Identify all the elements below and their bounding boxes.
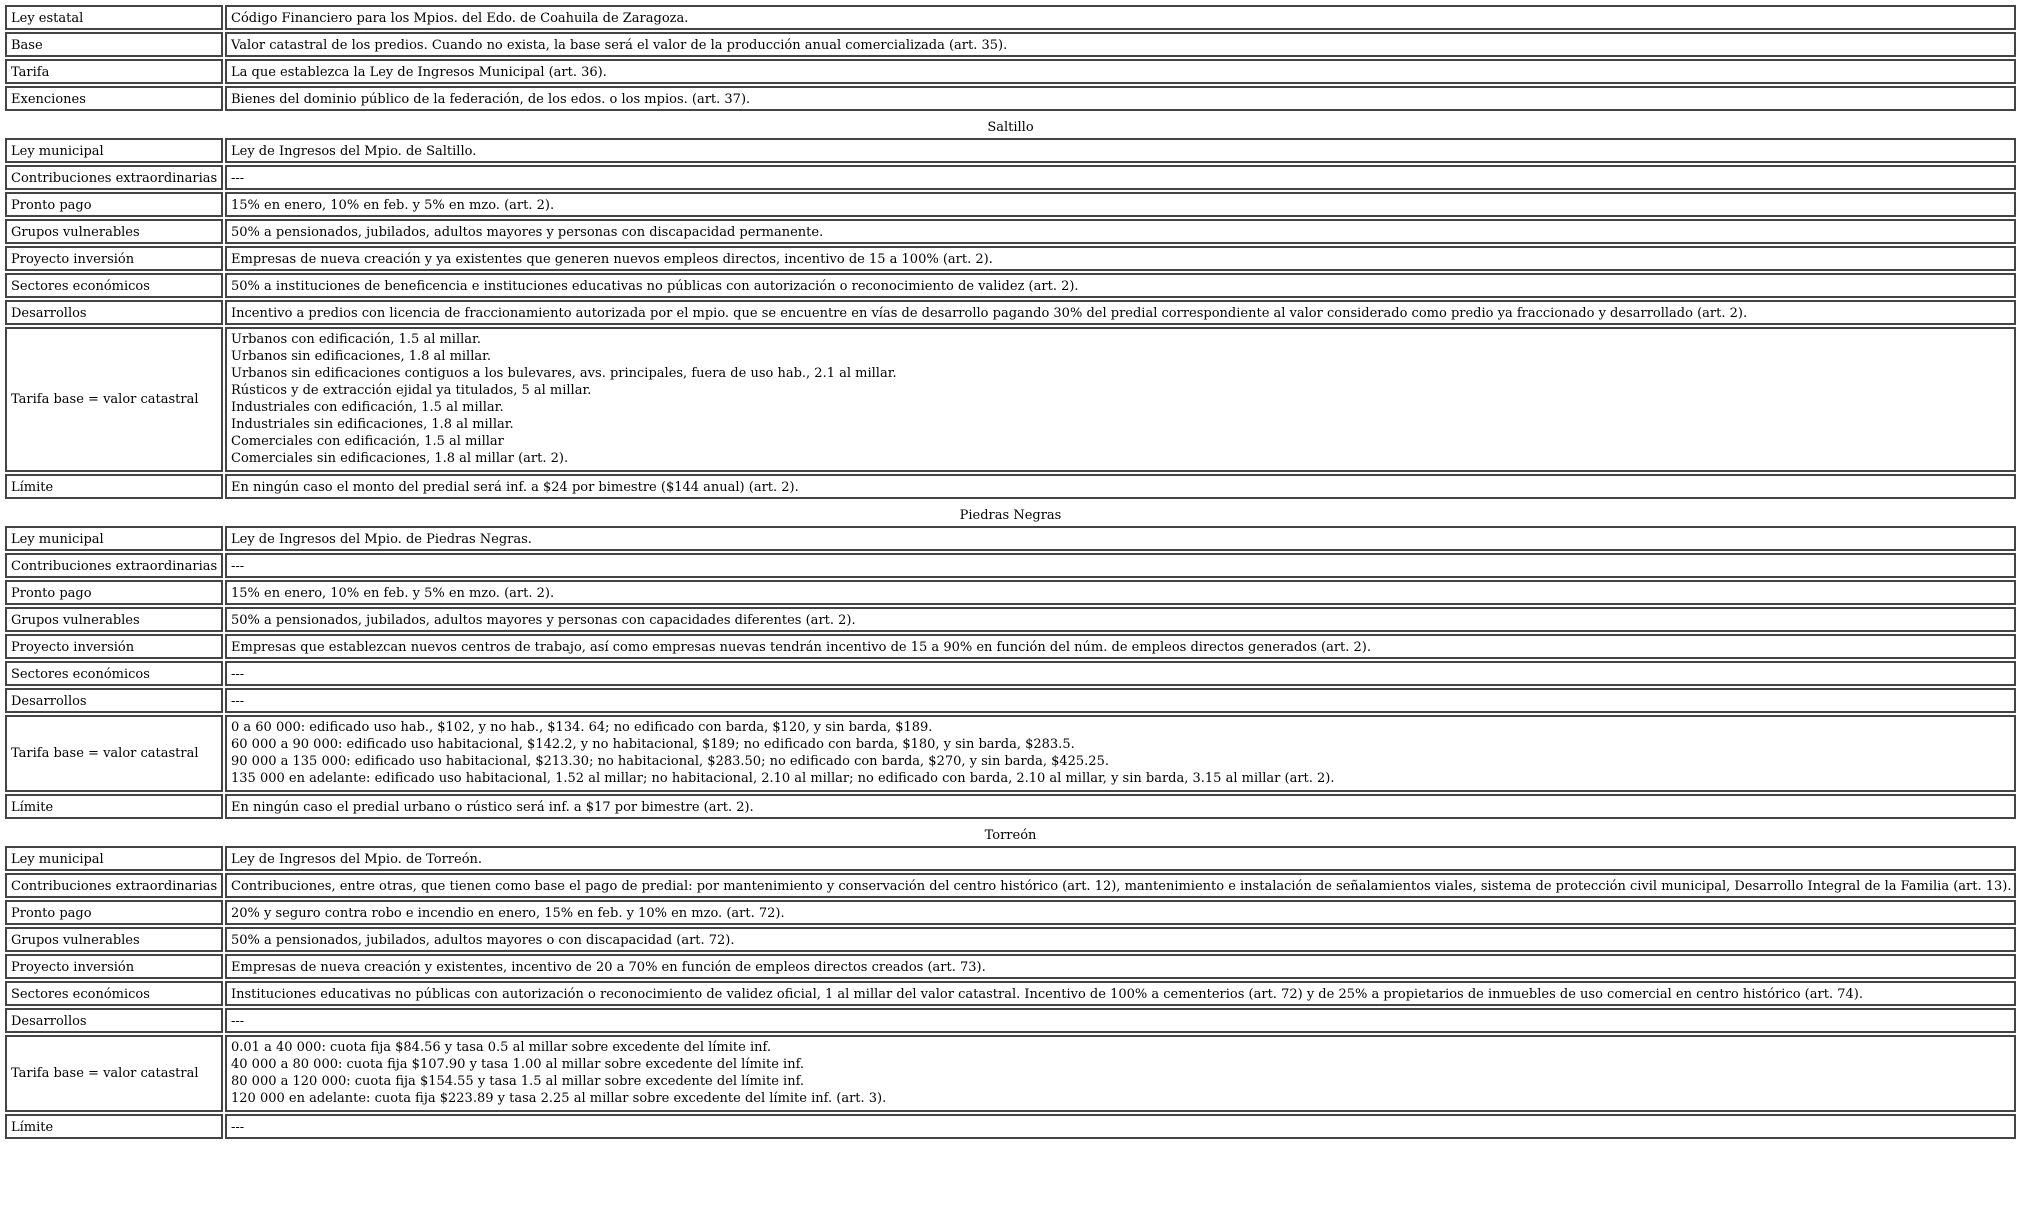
rate-line: 60 000 a 90 000: edificado uso habitacional, $142.2, y no habitacional, $189; no edificado con barda, $180, y sin barda, $283.5. xyxy=(231,737,1075,752)
row-value: --- xyxy=(225,165,2016,190)
row-value: 15% en enero, 10% en feb. y 5% en mzo. (art. 2). xyxy=(225,192,2016,217)
row-value: Empresas que establezcan nuevos centros de trabajo, así como empresas nuevas tendrán incentivo de 15 a 90% en función del núm. de empleos directos generados (art. 2). xyxy=(225,634,2016,659)
rate-line: Comerciales con edificación, 1.5 al millar xyxy=(231,434,504,449)
row-value: 50% a instituciones de beneficencia e instituciones educativas no públicas con autorización o reconocimiento de validez (art. 2). xyxy=(225,273,2016,298)
rate-line: Urbanos sin edificaciones contiguos a los bulevares, avs. principales, fuera de uso hab., 2.1 al millar. xyxy=(231,366,897,381)
rate-line: Industriales con edificación, 1.5 al millar. xyxy=(231,400,504,415)
row-value: Valor catastral de los predios. Cuando no exista, la base será el valor de la producción anual comercializada (art. 35). xyxy=(225,32,2016,57)
section-title-torreon: Torreón xyxy=(984,828,1037,843)
row-label: Base xyxy=(5,32,223,57)
row-label: Proyecto inversión xyxy=(5,954,223,979)
rate-line: 80 000 a 120 000: cuota fija $154.55 y tasa 1.5 al millar sobre excedente del límite inf. xyxy=(231,1074,805,1089)
row-value: --- xyxy=(225,688,2016,713)
row-value: Ley de Ingresos del Mpio. de Saltillo. xyxy=(225,138,2016,163)
row-value: Instituciones educativas no públicas con autorización o reconocimiento de validez oficial, 1 al millar del valor catastral. Incentivo de 100% a cementerios (art. 72) y de 25% a propietarios de inmuebles de uso comercial en centro histórico (art. 74). xyxy=(225,981,2016,1006)
row-label xyxy=(5,1035,223,1112)
row-value: 15% en enero, 10% en feb. y 5% en mzo. (art. 2). xyxy=(225,580,2016,605)
table-row xyxy=(5,32,2016,57)
row-label: Pronto pago xyxy=(5,580,223,605)
row-value: En ningún caso el predial urbano o rústico será inf. a $17 por bimestre (art. 2). xyxy=(225,794,2016,819)
row-label: Tarifa xyxy=(5,59,223,84)
row-label: Contribuciones extraordinarias xyxy=(5,165,223,190)
table-row xyxy=(5,873,2016,898)
table-row xyxy=(5,327,2016,472)
table-row xyxy=(5,138,2016,163)
row-label: Límite xyxy=(5,474,223,499)
rate-line: 135 000 en adelante: edificado uso habitacional, 1.52 al millar; no habitacional, 2.10 al millar; no edificado con barda, 2.10 al millar, y sin barda, 3.15 al millar (art. 2). xyxy=(231,771,1335,786)
table-row xyxy=(5,246,2016,271)
rate-line: 0.01 a 40 000: cuota fija $84.56 y tasa 0.5 al millar sobre excedente del límite inf. xyxy=(231,1040,771,1055)
table-row xyxy=(5,954,2016,979)
row-value: --- xyxy=(225,661,2016,686)
rate-line: Industriales sin edificaciones, 1.8 al millar. xyxy=(231,417,514,432)
row-label: Contribuciones extraordinarias xyxy=(5,553,223,578)
row-label: Ley municipal xyxy=(5,526,223,551)
table-row xyxy=(5,86,2016,111)
row-value xyxy=(225,715,2016,792)
row-value xyxy=(225,327,2016,472)
table-row xyxy=(5,273,2016,298)
table-row xyxy=(5,634,2016,659)
row-value: Ley de Ingresos del Mpio. de Piedras Negras. xyxy=(225,526,2016,551)
row-label: Límite xyxy=(5,794,223,819)
row-label: Grupos vulnerables xyxy=(5,607,223,632)
row-label: Pronto pago xyxy=(5,192,223,217)
row-label-text: Tarifa base = valor catastral xyxy=(11,746,199,761)
rate-line: 0 a 60 000: edificado uso hab., $102, y no hab., $134. 64; no edificado con barda, $120, y sin barda, $189. xyxy=(231,720,933,735)
table-row xyxy=(5,165,2016,190)
table-row xyxy=(5,580,2016,605)
row-label: Proyecto inversión xyxy=(5,634,223,659)
row-value: Ley de Ingresos del Mpio. de Torreón. xyxy=(225,846,2016,871)
table-row xyxy=(5,927,2016,952)
row-value: Empresas de nueva creación y existentes, incentivo de 20 a 70% en función de empleos directos creados (art. 73). xyxy=(225,954,2016,979)
row-value: 20% y seguro contra robo e incendio en enero, 15% en feb. y 10% en mzo. (art. 72). xyxy=(225,900,2016,925)
rate-line: 40 000 a 80 000: cuota fija $107.90 y tasa 1.00 al millar sobre excedente del límite inf. xyxy=(231,1057,805,1072)
row-value: Incentivo a predios con licencia de fraccionamiento autorizada por el mpio. que se encuentre en vías de desarrollo pagando 30% del predial correspondiente al valor considerado como predio ya fraccionado y desarrollado (art. 2). xyxy=(225,300,2016,325)
table-row xyxy=(5,474,2016,499)
table-row xyxy=(5,300,2016,325)
row-value: Empresas de nueva creación y ya existentes que generen nuevos empleos directos, incentivo de 15 a 100% (art. 2). xyxy=(225,246,2016,271)
row-label: Contribuciones extraordinarias xyxy=(5,873,223,898)
row-label: Límite xyxy=(5,1114,223,1139)
row-label xyxy=(5,715,223,792)
rate-line: Rústicos y de extracción ejidal ya titulados, 5 al millar. xyxy=(231,383,592,398)
row-label: Exenciones xyxy=(5,86,223,111)
row-value: 50% a pensionados, jubilados, adultos mayores o con discapacidad (art. 72). xyxy=(225,927,2016,952)
row-label: Pronto pago xyxy=(5,900,223,925)
table-row xyxy=(5,1114,2016,1139)
rate-line: Urbanos con edificación, 1.5 al millar. xyxy=(231,332,481,347)
row-label xyxy=(5,327,223,472)
table-row xyxy=(5,5,2016,30)
table-row xyxy=(5,846,2016,871)
row-value: Código Financiero para los Mpios. del Edo. de Coahuila de Zaragoza. xyxy=(225,5,2016,30)
row-value: 50% a pensionados, jubilados, adultos mayores y personas con discapacidad permanente. xyxy=(225,219,2016,244)
row-value xyxy=(225,1035,2016,1112)
table-row xyxy=(5,192,2016,217)
table-row xyxy=(5,715,2016,792)
rate-line: Urbanos sin edificaciones, 1.8 al millar. xyxy=(231,349,492,364)
table-row xyxy=(5,1008,2016,1033)
table-row xyxy=(5,553,2016,578)
rate-line: Comerciales sin edificaciones, 1.8 al millar (art. 2). xyxy=(231,451,569,466)
row-label-text: Tarifa base = valor catastral xyxy=(11,392,199,407)
table-row xyxy=(5,607,2016,632)
row-value: --- xyxy=(225,553,2016,578)
table-row xyxy=(5,526,2016,551)
row-label: Desarrollos xyxy=(5,300,223,325)
row-value: 50% a pensionados, jubilados, adultos mayores y personas con capacidades diferentes (art. 2). xyxy=(225,607,2016,632)
row-label: Desarrollos xyxy=(5,1008,223,1033)
table-row xyxy=(5,794,2016,819)
row-label: Ley municipal xyxy=(5,846,223,871)
row-label: Ley municipal xyxy=(5,138,223,163)
row-label: Grupos vulnerables xyxy=(5,219,223,244)
row-value: --- xyxy=(225,1114,2016,1139)
row-label: Proyecto inversión xyxy=(5,246,223,271)
row-value: Bienes del dominio público de la federación, de los edos. o los mpios. (art. 37). xyxy=(225,86,2016,111)
row-value: Contribuciones, entre otras, que tienen como base el pago de predial: por mantenimiento y conservación del centro histórico (art. 12), mantenimiento e instalación de señalamientos viales, sistema de protección civil municipal, Desarrollo Integral de la Familia (art. 13). xyxy=(225,873,2016,898)
row-label: Sectores económicos xyxy=(5,273,223,298)
row-label: Grupos vulnerables xyxy=(5,927,223,952)
row-label: Sectores económicos xyxy=(5,661,223,686)
section-title-saltillo: Saltillo xyxy=(987,120,1034,135)
row-label-text: Tarifa base = valor catastral xyxy=(11,1066,199,1081)
rate-line: 90 000 a 135 000: edificado uso habitacional, $213.30; no habitacional, $283.50; no edificado con barda, $270, y sin barda, $425.25. xyxy=(231,754,1109,769)
row-label: Sectores económicos xyxy=(5,981,223,1006)
table-row xyxy=(5,219,2016,244)
section-title-piedras-negras: Piedras Negras xyxy=(959,508,1062,523)
row-label: Ley estatal xyxy=(5,5,223,30)
table-row xyxy=(5,661,2016,686)
table-row xyxy=(5,1035,2016,1112)
table-row xyxy=(5,59,2016,84)
row-value: En ningún caso el monto del predial será inf. a $24 por bimestre ($144 anual) (art. 2). xyxy=(225,474,2016,499)
table-row xyxy=(5,900,2016,925)
table-row xyxy=(5,688,2016,713)
row-label: Desarrollos xyxy=(5,688,223,713)
table-row xyxy=(5,981,2016,1006)
row-value: La que establezca la Ley de Ingresos Municipal (art. 36). xyxy=(225,59,2016,84)
rate-line: 120 000 en adelante: cuota fija $223.89 y tasa 2.25 al millar sobre excedente del límite inf. (art. 3). xyxy=(231,1091,887,1106)
row-value: --- xyxy=(225,1008,2016,1033)
